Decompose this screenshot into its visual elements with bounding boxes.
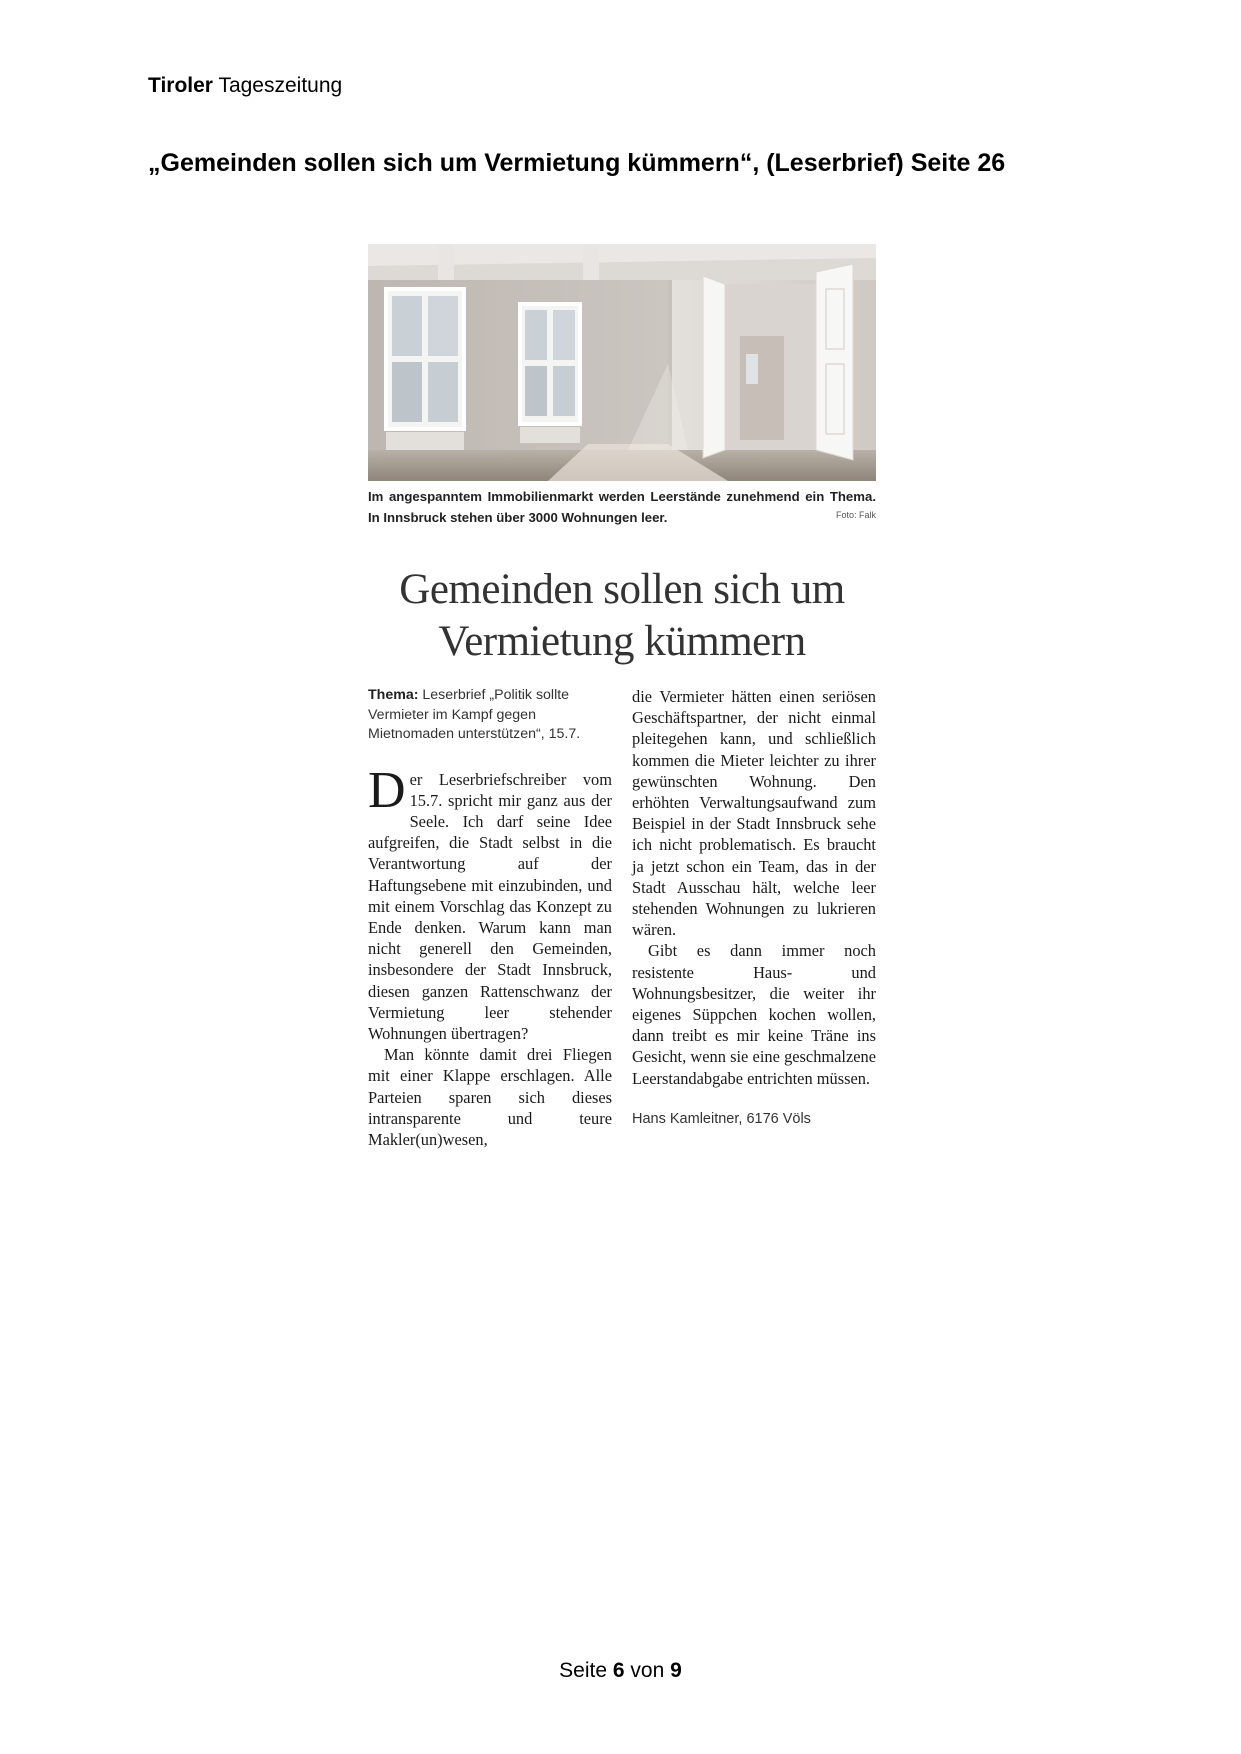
footer-von-label: von	[630, 1659, 665, 1682]
document-title: „Gemeinden sollen sich um Vermietung kümmern“, (Leserbrief) Seite 26	[148, 149, 1006, 177]
paragraph-1-text: er Leserbriefschreiber vom 15.7. spricht mir ganz aus der Seele. Ich darf seine Idee aufgreifen, die Stadt selbst in die Verantwortung auf der Haftungsebene mit einzubinden, und mit einem Vorschlag das Konzept zu Ende denken. Warum kann man nicht generell den Gemeinden, insbesondere der Stadt Innsbruck, diesen ganzen Rattenschwanz der Vermietung leer stehender Wohnungen übertragen?	[368, 769, 612, 1043]
footer-page-total: 9	[670, 1659, 682, 1682]
drop-cap: D	[368, 761, 406, 819]
middle-window	[520, 304, 580, 443]
page-footer	[0, 1659, 1241, 1683]
photo-credit: Foto: Falk	[835, 510, 876, 520]
paragraph-1	[368, 761, 612, 1045]
thema-line	[368, 686, 612, 745]
image-caption	[368, 486, 876, 528]
publication-name-bold: Tiroler	[148, 74, 213, 97]
footer-seite-label: Seite	[559, 1659, 608, 1682]
column-left	[368, 686, 612, 1150]
paragraph-2-continued	[632, 686, 876, 940]
thema-label: Thema:	[368, 687, 419, 703]
image-caption-text: Im angespanntem Immobilienmarkt werden Leerstände zunehmend ein Thema. In Innsbruck stehen über 3000 Wohnungen leer.	[368, 489, 876, 525]
paragraph-2-continued-text: die Vermieter hätten einen seriösen Geschäftspartner, der nicht einmal pleitegehen kann, und schließlich kommen die Mieter leichter zu ihrer gewünschten Wohnung. Den erhöhten Verwaltungsaufwand zum Beispiel in der Stadt Innsbruck sehe ich nicht problematisch. Es braucht ja jetzt schon ein Team, das in der Stadt Ausschau hält, welche leer stehenden Wohnungen zu lukrieren wären.	[632, 687, 876, 940]
article-photo	[368, 244, 876, 481]
publication-name	[148, 74, 342, 98]
column-right	[632, 686, 876, 1127]
publication-name-rest: Tageszeitung	[218, 74, 343, 97]
newspaper-clipping	[368, 244, 876, 1206]
thema-text: Leserbrief „Politik sollte Vermieter im Kampf gegen Mietnomaden unterstützen“, 15.7.	[368, 687, 581, 742]
letter-signature: Hans Kamleitner, 6176 Völs	[632, 1110, 811, 1127]
footer-page-current: 6	[612, 1659, 625, 1682]
headline-line-1: Gemeinden sollen sich um	[399, 566, 845, 613]
paragraph-2: Man könnte damit drei Fliegen mit einer Klappe erschlagen. Alle Parteien sparen sich dieses intransparente und teure Makler(un)wesen,	[368, 1045, 612, 1149]
article-headline	[368, 564, 876, 668]
paragraph-3: Gibt es dann immer noch resistente Haus- und Wohnungsbesitzer, die weiter ihr eigenes Süppchen kochen wollen, dann treibt es mir keine Träne ins Gesicht, wenn sie eine geschmalzene Leerstandabgabe entrichten müssen.	[632, 941, 876, 1088]
headline-line-2: Vermietung kümmern	[438, 618, 806, 665]
article-columns	[368, 686, 876, 1206]
open-door	[703, 264, 853, 460]
left-window	[386, 289, 464, 450]
